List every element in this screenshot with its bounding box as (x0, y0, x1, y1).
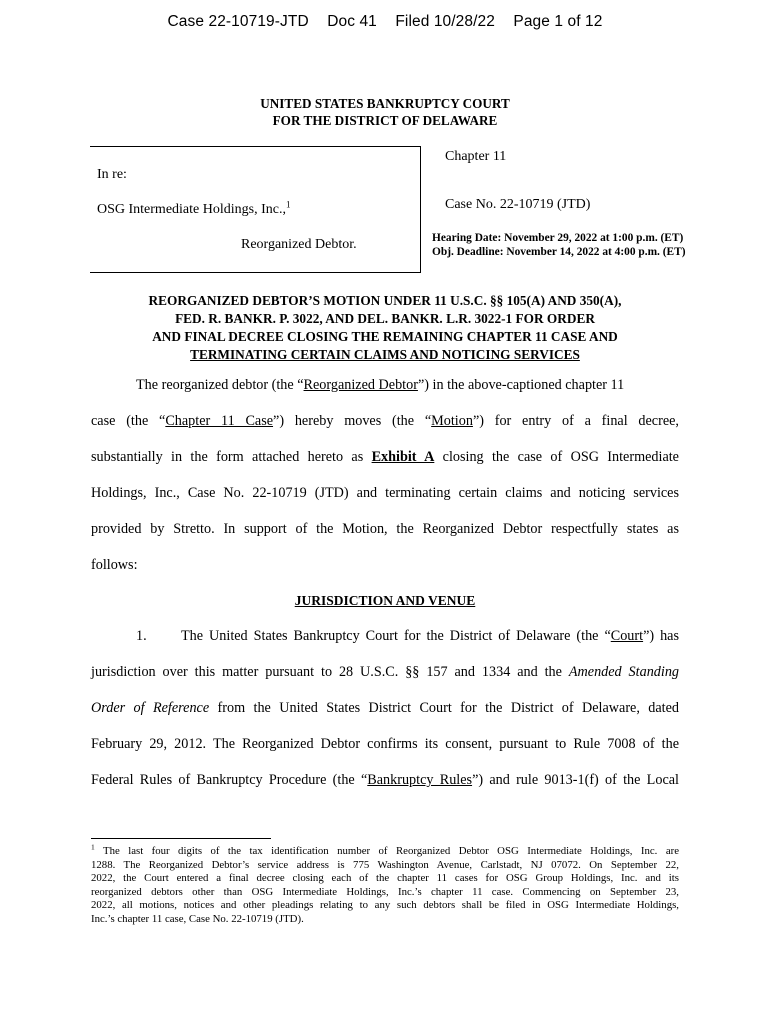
footnote-mark: 1 (91, 842, 95, 852)
order-reference-italic: Order of Reference (91, 700, 210, 716)
intro-text: ”) in the above-captioned chapter 11 (417, 377, 625, 393)
stamp-case-number: Case 22-10719-JTD (167, 13, 309, 30)
stamp-doc-number: Doc 41 (327, 13, 377, 30)
caption-debtor-role: Reorganized Debtor. (241, 237, 357, 252)
ecf-header-stamp (0, 13, 770, 31)
defined-term-court: Court (610, 628, 644, 644)
para1-line-4: February 29, 2012. The Reorganized Debtor confirms its consent, pursuant to Rule 7008 of the (91, 736, 679, 752)
order-reference-italic: Amended Standing (568, 664, 680, 680)
stamp-filed-date: Filed 10/28/22 (395, 13, 495, 30)
para1-text: jurisdiction over this matter pursuant to 28 U.S.C. §§ 157 and 1334 and the (91, 664, 569, 680)
intro-text: The reorganized debtor (the “ (136, 377, 304, 393)
motion-title (0, 292, 770, 364)
footnote-line-5: 2022, all motions, notices and other pleadings relating to any such debtors shall be filed in OSG Intermediate Holdings, (91, 899, 679, 912)
defined-term-chapter-11-case: Chapter 11 Case (165, 413, 274, 429)
footnote-line-4: reorganized debtors other than OSG Intermediate Holdings, Inc.’s chapter 11 case. Commencing on September 23, (91, 885, 679, 898)
para1-text: from the United States District Court for the District of Delaware, dated (209, 700, 679, 716)
footnote-line-6: Inc.’s chapter 11 case, Case No. 22-10719 (JTD). (91, 912, 304, 925)
caption-footnote-ref: 1 (285, 199, 291, 210)
intro-line-6: follows: (91, 557, 138, 573)
caption-chapter: Chapter 11 (445, 149, 507, 164)
defined-term-bankruptcy-rules: Bankruptcy Rules (367, 772, 473, 788)
court-name-line2: FOR THE DISTRICT OF DELAWARE (272, 113, 498, 128)
paragraph-number: 1. (136, 628, 147, 644)
para1-line-2 (91, 664, 679, 681)
court-name-line1: UNITED STATES BANKRUPTCY COURT (260, 96, 510, 111)
defined-term-motion: Motion (431, 413, 473, 429)
footnote-1 (91, 842, 679, 927)
court-name (0, 95, 770, 129)
para1-line-3 (91, 700, 679, 717)
intro-line-3 (91, 449, 679, 466)
footnote-separator (91, 838, 271, 839)
motion-title-line3: AND FINAL DECREE CLOSING THE REMAINING CHAPTER 11 CASE AND (152, 329, 618, 344)
intro-line-5: provided by Stretto. In support of the Motion, the Reorganized Debtor respectfully states as (91, 521, 679, 537)
exhibit-a-reference: Exhibit A (371, 449, 435, 465)
intro-text: ”) hereby moves (the “ (273, 413, 432, 429)
intro-line-2 (91, 413, 679, 430)
intro-line-1 (136, 377, 679, 394)
motion-title-line4: TERMINATING CERTAIN CLAIMS AND NOTICING SERVICES (190, 347, 580, 362)
objection-deadline: Obj. Deadline: November 14, 2022 at 4:00 p.m. (ET) (432, 246, 686, 258)
footnote-text: The last four digits of the tax identification number of Reorganized Debtor OSG Intermediate Holdings, Inc. are (94, 845, 679, 857)
caption-case-number: Case No. 22-10719 (JTD) (445, 197, 591, 212)
footnote-line-2: 1288. The Reorganized Debtor’s service address is 775 Washington Avenue, Carlstadt, NJ 07072. On September 22, (91, 858, 679, 871)
footnote-line-1 (91, 842, 679, 859)
motion-title-line2: FED. R. BANKR. P. 3022, AND DEL. BANKR. L.R. 3022-1 FOR ORDER (175, 311, 595, 326)
para1-text: Federal Rules of Bankruptcy Procedure (the “ (91, 772, 368, 788)
intro-text: substantially in the form attached hereto as (91, 449, 372, 465)
intro-text: case (the “ (91, 413, 166, 429)
intro-line-4: Holdings, Inc., Case No. 22-10719 (JTD) and terminating certain claims and noticing services (91, 485, 679, 501)
para1-line-5 (91, 772, 679, 789)
para1-text: ”) has (643, 628, 679, 644)
intro-text: ”) for entry of a final decree, (472, 413, 679, 429)
hearing-date: Hearing Date: November 29, 2022 at 1:00 p.m. (ET) (432, 232, 684, 244)
caption-debtor-name-text: OSG Intermediate Holdings, Inc., (97, 202, 286, 217)
stamp-page-number: Page 1 of 12 (513, 13, 603, 30)
section-heading-jurisdiction: JURISDICTION AND VENUE (294, 593, 476, 608)
motion-title-line1: REORGANIZED DEBTOR’S MOTION UNDER 11 U.S.C. §§ 105(A) AND 350(A), (148, 293, 622, 308)
intro-text: closing the case of OSG Intermediate (434, 449, 679, 465)
para1-line-1 (181, 628, 679, 645)
defined-term-reorganized-debtor: Reorganized Debtor (303, 377, 418, 393)
caption-in-re: In re: (97, 167, 127, 182)
caption-debtor-name (97, 199, 291, 218)
para1-text: The United States Bankruptcy Court for the District of Delaware (the “ (181, 628, 611, 644)
para1-text: ”) and rule 9013-1(f) of the Local (472, 772, 679, 788)
footnote-line-3: 2022, the Court entered a final decree closing each of the chapter 11 cases for OSG Group Holdings, Inc. and its (91, 872, 679, 885)
